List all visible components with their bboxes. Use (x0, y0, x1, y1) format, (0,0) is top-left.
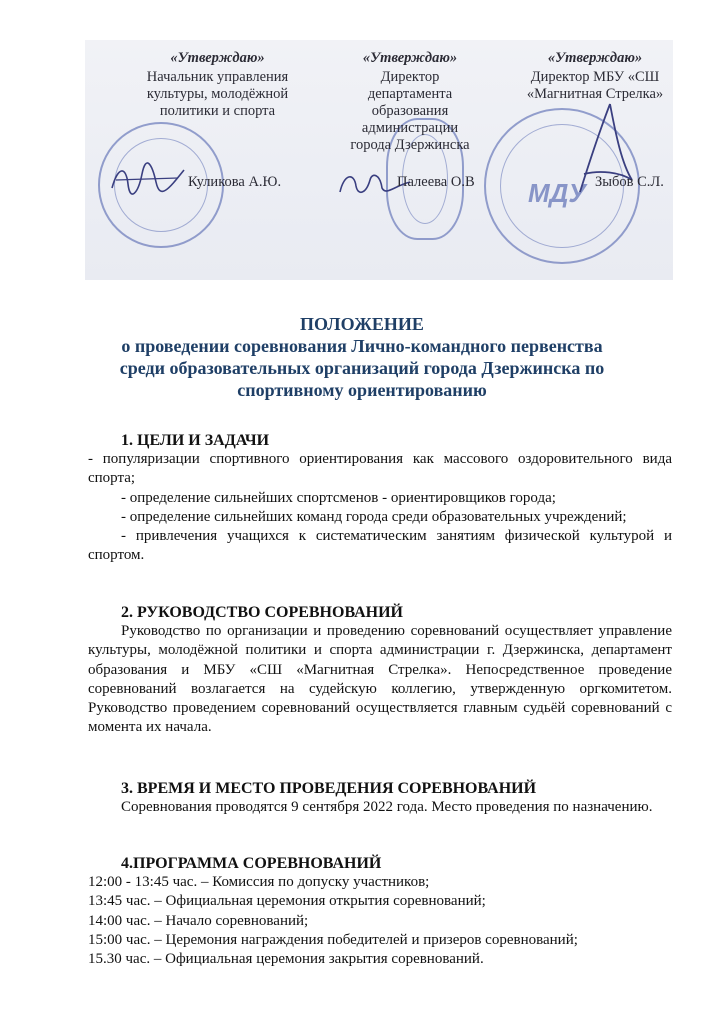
svg-text:МДУ: МДУ (528, 178, 587, 208)
approval-2-line: администрации (361, 120, 459, 136)
section-heading: 4.ПРОГРАММА СОРЕВНОВАНИЙ (121, 855, 382, 872)
section-time-place (88, 779, 672, 817)
program-item: 12:00 - 13:45 час. – Комиссия по допуску участников; (88, 874, 430, 891)
program-item: 14:00 час. – Начало соревнований; (88, 912, 309, 929)
signer-3: Зыбов С.Л. (595, 174, 664, 190)
section-text: Соревнования проводятся 9 сентября 2022 года. Место проведения по назначению. (121, 799, 653, 816)
approval-2 (340, 50, 480, 154)
approval-1-line: политики и спорта (159, 103, 276, 119)
section-program (88, 854, 672, 969)
section-management (88, 603, 672, 737)
approval-2-heading: «Утверждаю» (362, 50, 458, 66)
program-item: 15.30 час. – Официальная церемония закрытия соревнований. (88, 951, 484, 968)
signer-2: Палеева О.В (397, 174, 475, 190)
program-item: 15:00 час. – Церемония награждения победителей и призеров соревнований; (88, 931, 578, 948)
approval-2-line: Директор (380, 69, 440, 85)
list-item: - определение сильнейших спортсменов - ориентировщиков города; (121, 489, 556, 506)
approval-3 (515, 50, 675, 103)
section-heading: 2. РУКОВОДСТВО СОРЕВНОВАНИЙ (121, 604, 403, 621)
list-item: - привлечения учащихся к систематическим занятиям физической культурой и спортом. (88, 528, 672, 564)
document-title (0, 313, 724, 401)
approval-2-line: образования (371, 103, 449, 119)
title-line: среди образовательных организаций города Дзержинска по (119, 358, 605, 378)
approval-3-line: Директор МБУ «СШ (530, 69, 660, 85)
approval-2-line: департамента (367, 86, 453, 102)
approval-3-line: «Магнитная Стрелка» (526, 86, 664, 102)
section-heading: 3. ВРЕМЯ И МЕСТО ПРОВЕДЕНИЯ СОРЕВНОВАНИЙ (121, 780, 537, 797)
approval-1-line: культуры, молодёжной (146, 86, 289, 102)
list-item: - определение сильнейших команд города среди образовательных учреждений; (121, 508, 627, 525)
approval-2-line: города Дзержинска (350, 137, 470, 153)
approval-1-line: Начальник управления (146, 69, 289, 85)
signer-1: Куликова А.Ю. (188, 174, 282, 190)
title-line: о проведении соревнования Лично-командного первенства (121, 336, 603, 356)
title-main: ПОЛОЖЕНИЕ (300, 314, 424, 334)
approval-3-heading: «Утверждаю» (547, 50, 643, 66)
list-item: - популяризации спортивного ориентирования как массового оздоровительного вида спорта; (88, 451, 672, 487)
signature-1 (108, 160, 188, 200)
section-text: Руководство по организации и проведению соревнований осуществляет управление культуры, молодёжной политики и спорта администрации г. Дзержинска, департамент образования и МБУ «СШ «Магнитная Стрелка». Непосредственное проведение соревнований возлагается на судейскую коллегию, утвержденную оргкомитетом. Руководство проведением соревнований осуществляется главным судьёй соревнований с момента их начала. (88, 623, 672, 736)
approval-1 (130, 50, 305, 120)
approval-1-heading: «Утверждаю» (170, 50, 265, 66)
title-line: спортивному ориентированию (237, 380, 487, 400)
section-goals (88, 431, 672, 565)
section-heading: 1. ЦЕЛИ И ЗАДАЧИ (121, 432, 270, 449)
program-item: 13:45 час. – Официальная церемония открытия соревнований; (88, 893, 486, 910)
